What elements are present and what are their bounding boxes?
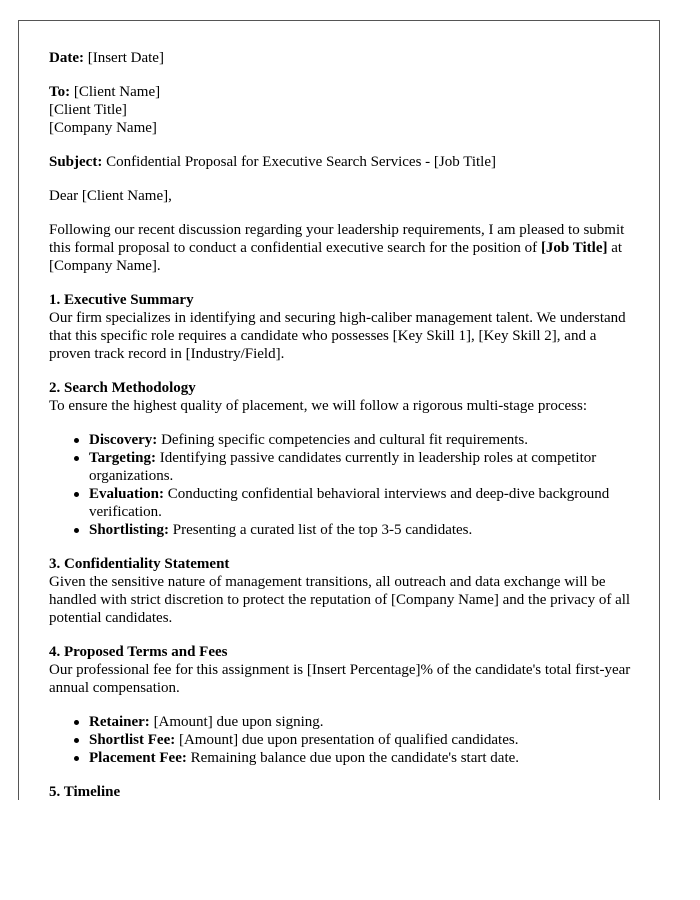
section-body: Given the sensitive nature of management transitions, all outreach and data exchange will be handled with strict discretion to protect the reputation of [Company Name] and the privacy of all potential candidates. (49, 574, 631, 626)
list-item-label: Shortlist Fee: (89, 732, 176, 748)
recipient-name: [Client Name] (70, 84, 161, 100)
salutation: Dear [Client Name], (49, 188, 172, 204)
date-line (49, 49, 639, 67)
document-page (18, 20, 660, 800)
list-item-text: Identifying passive candidates currently in leadership roles at competitor organizations. (89, 450, 597, 484)
section-heading: 5. Timeline (49, 784, 121, 800)
section-intro (49, 379, 639, 415)
list-item (89, 731, 639, 749)
section-timeline (49, 783, 639, 800)
list-item (89, 749, 639, 767)
intro-paragraph (49, 221, 639, 275)
list-item (89, 485, 639, 521)
subject-line (49, 153, 639, 171)
intro-text: Following our recent discussion regarding your leadership requirements, I am pleased to submit this formal proposal to conduct a confidential executive search for the position of (49, 222, 625, 256)
recipient-name-line (49, 83, 639, 101)
fees-list (49, 713, 639, 767)
list-item-text: Presenting a curated list of the top 3-5 candidates. (169, 522, 473, 538)
to-label: To: (49, 84, 71, 100)
section-heading: 2. Search Methodology (49, 380, 196, 396)
section-body: To ensure the highest quality of placement, we will follow a rigorous multi-stage process: (49, 398, 587, 414)
list-item-label: Discovery: (89, 432, 158, 448)
list-item-text: [Amount] due upon presentation of qualified candidates. (175, 732, 519, 748)
section-intro (49, 643, 639, 697)
section-confidentiality-statement (49, 555, 639, 627)
methodology-list (49, 431, 639, 539)
list-item-label: Evaluation: (89, 486, 165, 502)
recipient-title: [Client Title] (49, 102, 127, 118)
list-item-label: Placement Fee: (89, 750, 187, 766)
letter-content (49, 49, 639, 800)
section-body: Our firm specializes in identifying and securing high-caliber management talent. We understand that this specific role requires a candidate who possesses [Key Skill 1], [Key Skill 2], and a proven track record in [Industry/Field]. (49, 310, 626, 362)
list-item-label: Targeting: (89, 450, 156, 466)
section-terms-and-fees (49, 643, 639, 767)
list-item (89, 713, 639, 731)
list-item-text: Remaining balance due upon the candidate's start date. (186, 750, 520, 766)
list-item (89, 431, 639, 449)
subject-value: Confidential Proposal for Executive Search Services - [Job Title] (102, 154, 496, 170)
section-body: Our professional fee for this assignment is [Insert Percentage]% of the candidate's total first-year annual compensation. (49, 662, 631, 696)
section-heading: 4. Proposed Terms and Fees (49, 644, 228, 660)
section-heading: 3. Confidentiality Statement (49, 556, 230, 572)
recipient-block (49, 83, 639, 137)
section-executive-summary (49, 291, 639, 363)
list-item (89, 521, 639, 539)
intro-tail: at [Company Name]. (49, 240, 623, 274)
date-label: Date: (49, 50, 84, 66)
section-heading: 1. Executive Summary (49, 292, 194, 308)
section-search-methodology (49, 379, 639, 539)
list-item (89, 449, 639, 485)
subject-label: Subject: (49, 154, 103, 170)
date-value: [Insert Date] (83, 50, 164, 66)
list-item-text: Conducting confidential behavioral interviews and deep-dive background verification. (89, 486, 610, 520)
intro-job-title: [Job Title] (540, 240, 608, 256)
list-item-text: Defining specific competencies and cultural fit requirements. (157, 432, 529, 448)
list-item-label: Shortlisting: (89, 522, 170, 538)
list-item-text: [Amount] due upon signing. (149, 714, 324, 730)
list-item-label: Retainer: (89, 714, 150, 730)
recipient-company: [Company Name] (49, 120, 157, 136)
